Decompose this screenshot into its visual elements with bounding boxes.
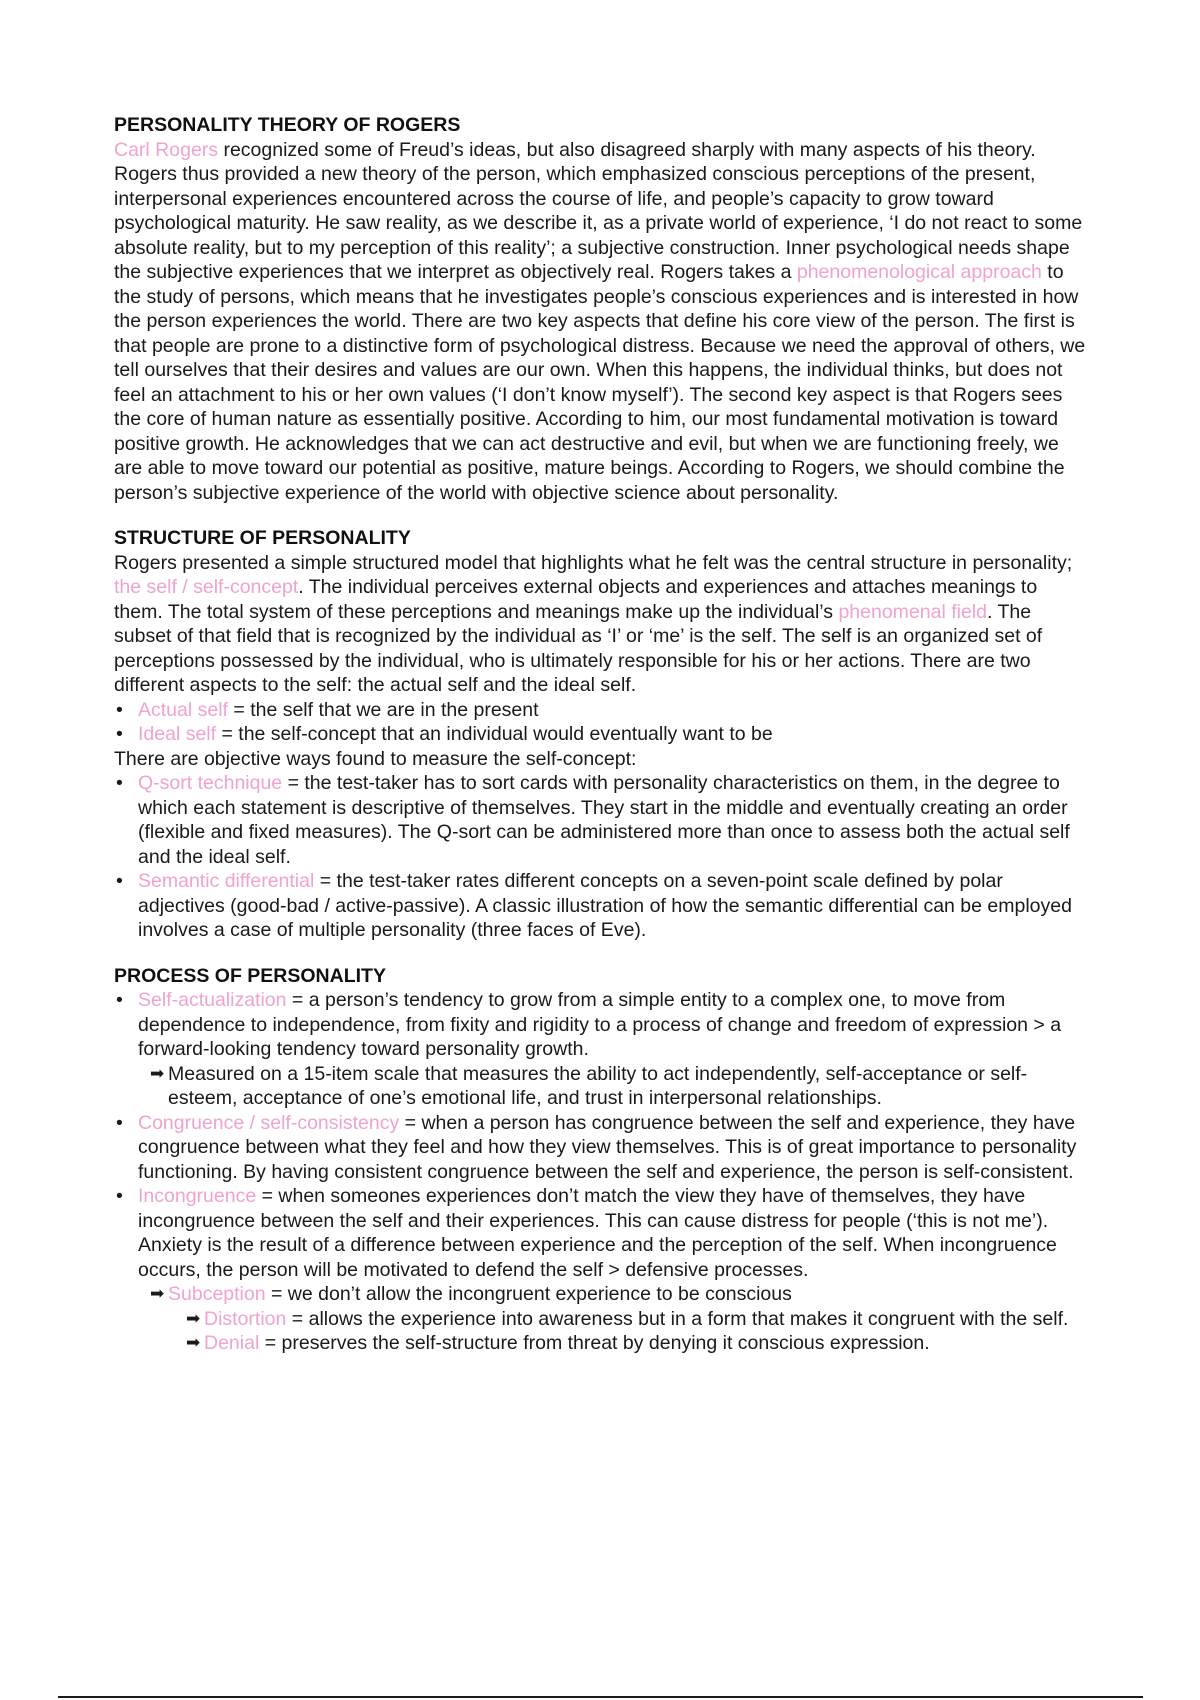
list-item: [114, 698, 1090, 723]
list-item-text: = when someones experiences don’t match the view they have of themselves, they have incongruence between the self and their experiences. This can cause distress for people (‘this is not me’). Anxiety is the result of a difference between experience and the perception of the self. When incongruence occurs, the person will be motivated to defend the self > defensive processes.: [138, 1185, 1057, 1281]
sub-item: [114, 1282, 1090, 1307]
highlighted-term: Distortion: [204, 1307, 287, 1330]
arrow-icon: ➡: [186, 1333, 201, 1352]
paragraph-text: . The individual perceives external objects and experiences and attaches meanings to them. The total system of these perceptions and meanings make up the individual’s: [114, 576, 1038, 623]
bullet-list: [114, 988, 1090, 1062]
highlighted-term: Congruence / self-consistency: [138, 1111, 400, 1134]
paragraph-text: recognized some of Freud’s ideas, but also disagreed sharply with many aspects of his theory. Rogers thus provided a new theory of the person, which emphasized conscious perceptions of the present, interpersonal experiences encountered across the course of life, and people’s capacity to grow toward psychological maturity. He saw reality, as we describe it, as a private world of experience, ‘I do not react to some absolute reality, but to my perception of this reality’; a subjective construction. Inner psychological needs shape the subjective experiences that we interpret as objectively real. Rogers takes a: [114, 138, 1083, 283]
paragraph: There are objective ways found to measure the self-concept:: [114, 747, 637, 770]
sub-item-text: = we don’t allow the incongruent experience to be conscious: [265, 1283, 792, 1305]
highlighted-term: Actual self: [138, 698, 228, 721]
list-item-text: = when a person has congruence between the self and experience, they have congruence between what they feel and how they view themselves. This is of great importance to personality functioning. By having consistent congruence between the self and experience, the person is self-consistent.: [138, 1111, 1077, 1183]
list-item: [114, 988, 1090, 1062]
section-structure: [114, 526, 1090, 943]
paragraph: [114, 138, 1090, 506]
highlighted-term: Semantic differential: [138, 870, 315, 892]
paragraph-text: Rogers presented a simple structured model that highlights what he felt was the central structure in personality;: [114, 551, 1073, 574]
sub-item: [114, 1331, 1090, 1356]
highlighted-term: Carl Rogers: [114, 138, 219, 161]
list-item: [114, 1111, 1090, 1185]
section-process: [114, 964, 1090, 1356]
section-heading: PROCESS OF PERSONALITY: [114, 964, 386, 987]
sub-item-text: = preserves the self-structure from threat by denying it conscious expression.: [259, 1332, 930, 1354]
list-item: [114, 722, 1090, 747]
bullet-list: [114, 698, 1090, 747]
highlighted-term: Q-sort technique: [138, 772, 283, 794]
highlighted-term: Subception: [168, 1283, 266, 1305]
list-item-text: = the self-concept that an individual would eventually want to be: [216, 723, 773, 745]
arrow-icon: ➡: [150, 1284, 165, 1303]
sub-item-text: = allows the experience into awareness but in a form that makes it congruent with the self.: [286, 1307, 1069, 1330]
bullet-list: [114, 771, 1090, 943]
highlighted-term: phenomenological approach: [796, 261, 1042, 283]
sub-item: [114, 1062, 1090, 1111]
list-item-text: = the test-taker rates different concepts on a seven-point scale defined by polar adjectives (good-bad / active-passive). A classic illustration of how the semantic differential can be employed involves a case of multiple personality (three faces of Eve).: [138, 870, 1072, 941]
list-item: [114, 1184, 1090, 1282]
list-item-text: = the self that we are in the present: [227, 698, 539, 721]
highlighted-term: Self-actualization: [138, 989, 287, 1011]
arrow-icon: ➡: [150, 1063, 165, 1083]
arrow-icon: ➡: [186, 1308, 201, 1328]
list-item-text: = the test-taker has to sort cards with personality characteristics on them, in the degree to which each statement is descriptive of themselves. They start in the middle and eventually creating an order (flexible and fixed measures). The Q-sort can be administered more than once to assess both the actual self and the ideal self.: [138, 772, 1070, 868]
sub-item: [114, 1307, 1090, 1332]
bullet-list: [114, 1111, 1090, 1283]
highlighted-term: phenomenal field: [838, 600, 987, 623]
paragraph: [114, 551, 1090, 698]
highlighted-term: Ideal self: [138, 723, 217, 745]
bottom-rule: [58, 1696, 1143, 1698]
section-rogers-theory: [114, 113, 1090, 505]
paragraph-text: to the study of persons, which means that he investigates people’s conscious experiences and is interested in how the person experiences the world. There are two key aspects that define his core view of the person. The first is that people are prone to a distinctive form of psychological distress. Because we need the approval of others, we tell ourselves that their desires and values are our own. When this happens, the individual thinks, but does not feel an attachment to his or her own values (‘I don’t know myself’). The second key aspect is that Rogers sees the core of human nature as essentially positive. According to him, our most fundamental motivation is toward positive growth. He acknowledges that we can act destructive and evil, but when we are functioning freely, we are able to move toward our potential as positive, mature beings. According to Rogers, we should combine the person’s subjective experience of the world with objective science about personality.: [114, 261, 1086, 504]
paragraph-text: . The subset of that field that is recognized by the individual as ‘I’ or ‘me’ is the self. The self is an organized set of perceptions possessed by the individual, who is ultimately responsible for his or her actions. There are two different aspects to the self: the actual self and the ideal self.: [114, 600, 1043, 696]
section-heading: STRUCTURE OF PERSONALITY: [114, 527, 411, 549]
highlighted-term: Denial: [204, 1332, 260, 1354]
list-item-text: = a person’s tendency to grow from a simple entity to a complex one, to move from dependence to independence, from fixity and rigidity to a process of change and freedom of expression > a forward-looking tendency toward personality growth.: [138, 989, 1062, 1060]
highlighted-term: the self / self-concept: [114, 576, 299, 598]
sub-item-text: Measured on a 15-item scale that measures the ability to act independently, self-acceptance or self-esteem, acceptance of one’s emotional life, and trust in interpersonal relationships.: [168, 1062, 1028, 1109]
section-heading: PERSONALITY THEORY OF ROGERS: [114, 114, 461, 136]
list-item: [114, 869, 1090, 943]
highlighted-term: Incongruence: [138, 1185, 257, 1207]
document-page: [114, 113, 1090, 1377]
list-item: [114, 771, 1090, 869]
